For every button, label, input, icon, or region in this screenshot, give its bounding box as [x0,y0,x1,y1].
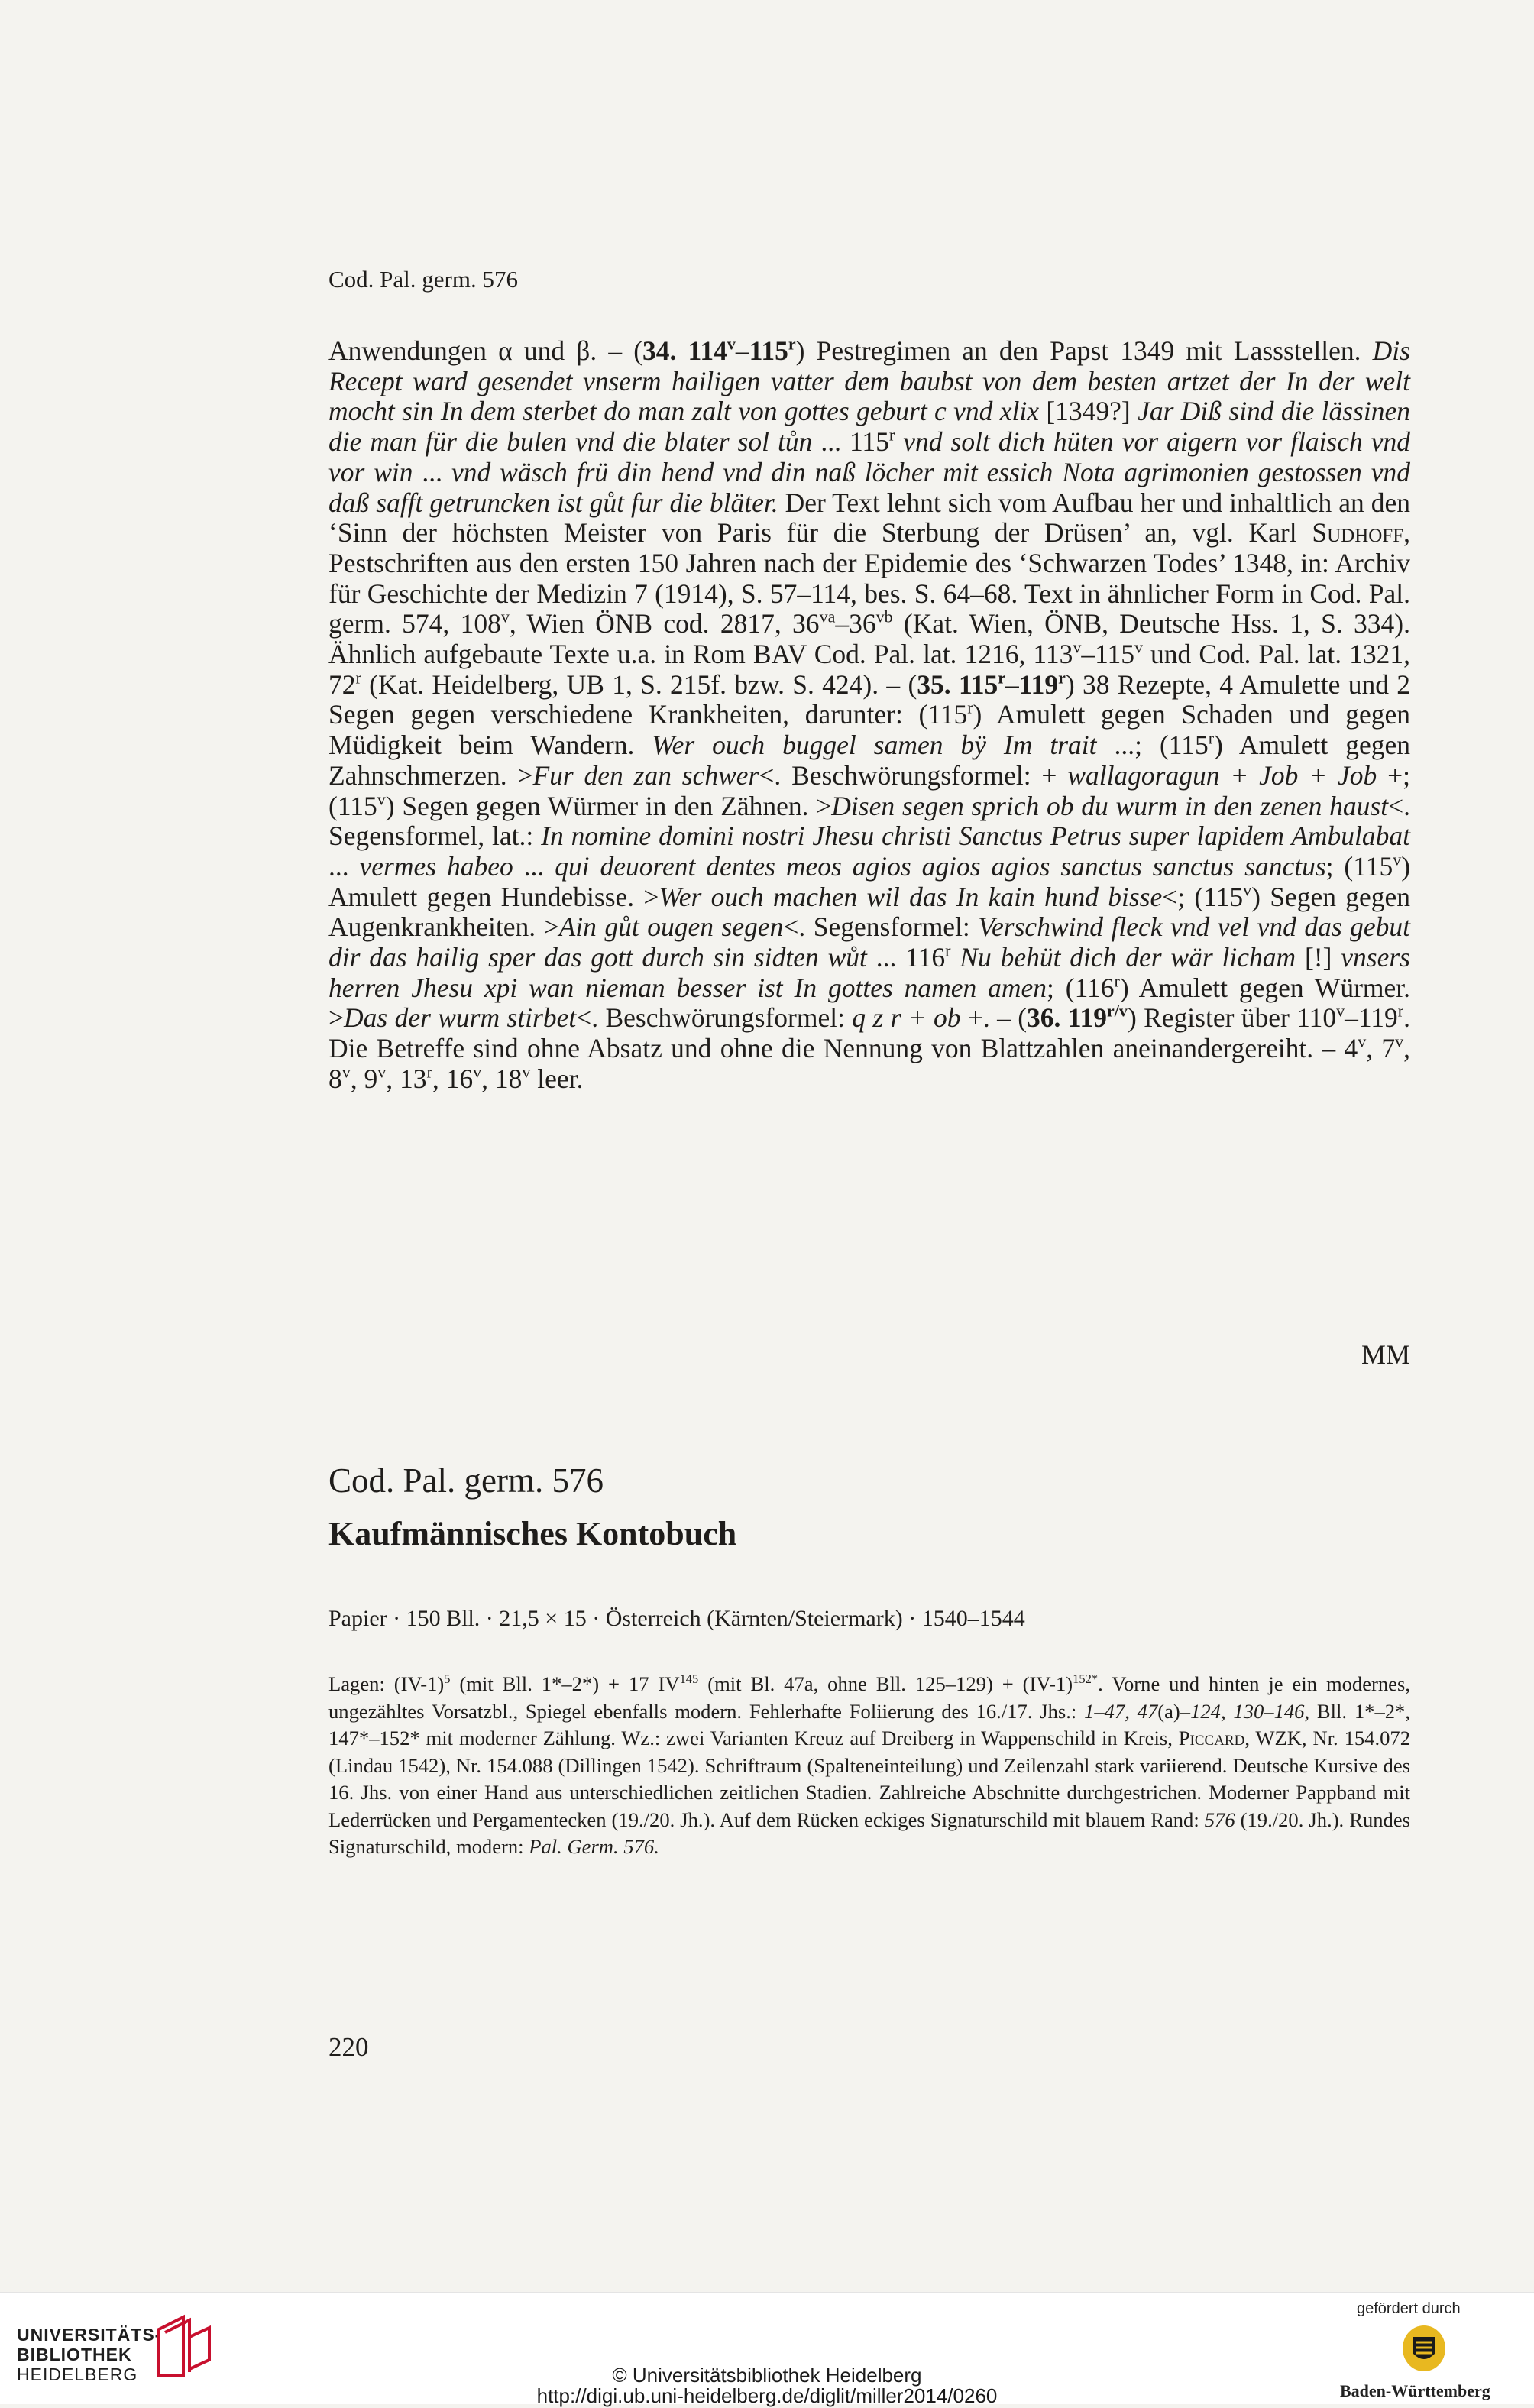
page-footer [0,2292,1534,2407]
entry-title: Kaufmännisches Kontobuch [328,1515,737,1552]
permalink-url[interactable]: http://digi.ub.uni-heidelberg.de/diglit/miller2014/0260 [536,2384,998,2407]
author-initials: MM [1361,1339,1411,1370]
library-name-line3: HEIDELBERG [17,2364,138,2384]
library-name-line2: BIBLIOTHEK [17,2345,132,2364]
entry-signature: Cod. Pal. germ. 576 [328,1461,604,1500]
funded-by-label: gefördert durch [1357,2300,1461,2317]
running-header: Cod. Pal. germ. 576 [328,266,518,293]
funder-name: Baden-Württemberg [1340,2381,1490,2400]
entry-meta: Papier · 150 Bll. · 21,5 × 15 · Österreich (Kärnten/Steiermark) · 1540–1544 [328,1606,1025,1631]
codicological-description: Lagen: $(IV-1)^5$ (mit Bll. 1*–2*) + 17 IV$^{145}$ (mit Bl. 47a, ohne Bll. $125-129) + (IV-1)^{152*}$. Vorne und hinten je ein modernes, ungezähltes Vorsatzbl., Spiegel ebenfalls modern. Fehlerhafte Foliierung des 16./17. Jhs.: 1–47, 47(a)–124, 130–146, Bll. 1*–2*, 147*–152* mit moderner Zählung. Wz.: zwei Varianten Kreuz auf Dreiberg in Wappenschild in Kreis, Piccard, WZK, Nr. 154.072 (Lindau 1542), Nr. 154.088 (Dillingen 1542). Schriftraum (Spalteneinteilung) und Zeilenzahl stark variierend. Deutsche Kursive des 16. Jhs. von einer Hand aus unterschiedlichen zeitlichen Stadien. Zahlreiche Abschnitte durchgestrichen. Moderner Pappband mit Lederrücken und Pergamentecken (19./20. Jh.). Auf dem Rücken eckiges Signaturschild mit blauem Rand: 576 (19./20. Jh.). Rundes Signaturschild, modern: Pal. Germ. 576. [328,1671,1410,1858]
page-number: 220 [328,2032,369,2062]
entry-continuation-text: Anwendungen α und β. – (34. 114$^v$–115$^r$) Pestregimen an den Papst 1349 mit Lassstellen. Dis Recept ward gesendet vnserm hailigen vatter dem baubst von dem besten artzet der In der welt mocht sin In dem sterbet do man zalt von gottes geburt c vnd xlix [1349?] Jar Diß sind die lässinen die man für die bulen vnd die blater sol tůn ... 115$^r$ vnd solt dich hüten vor aigern vor flaisch vnd vor win ... vnd wäsch frü din hend vnd din naß löcher mit essich Nota agrimonien gestossen vnd daß safft getruncken ist gůt fur die bläter. Der Text lehnt sich vom Aufbau her und inhaltlich an den ‘Sinn der höchsten Meister von Paris für die Sterbung der Drüsen’ an, vgl. Karl Sudhoff, Pestschriften aus den ersten 150 Jahren nach der Epidemie des ‘Schwarzen Todes’ 1348, in: Archiv für Geschichte der Medizin 7 (1914), S. 57–114, bes. S. 64–68. Text in ähnlicher Form in Cod. Pal. germ. 574, 108$^v$, Wien ÖNB cod. 2817, $36^{va}-36^{vb}$ (Kat. Wien, ÖNB, Deutsche Hss. 1, S. 334). Ähnlich aufgebaute Texte u.a. in Rom BAV Cod. Pal. lat. 1216, 113$^v$–115$^v$ und Cod. Pal. lat. 1321, 72$^r$ (Kat. Heidelberg, UB 1, S. 215f. bzw. S. 424). – (35. 115$^r$–119$^r$) 38 Rezepte, 4 Amulette und 2 Segen gegen verschiedene Krankheiten, darunter: (115$^r$) Amulett gegen Schaden und gegen Müdigkeit beim Wandern. Wer ouch buggel samen bÿ Im trait ...; (115$^r$) Amulett gegen Zahnschmerzen. >Fur den zan schwer<. Beschwörungsformel: + wallagoragun + Job + Job +; (115$^v$) Segen gegen Würmer in den Zähnen. >Disen segen sprich ob du wurm in den zenen haust<. Segensformel, lat.: In nomine domini nostri Jhesu christi Sanctus Petrus super lapidem Ambulabat ... vermes habeo ... qui deuorent dentes meos agios agios agios sanctus sanctus sanctus; (115$^v$) Amulett gegen Hundebisse. >Wer ouch machen wil das In kain hund bisse<; (115$^v$) Segen gegen Augenkrankheiten. >Ain gůt ougen segen<. Segensformel: Verschwind fleck vnd vel vnd das gebut dir das hailig sper das gott durch sin sidten wůt ... 116$^r$ Nu behüt dich der wär licham [!] vnsers herren Jhesu xpi wan nieman besser ist In gottes namen amen; (116$^r$) Amulett gegen Würmer. >Das der wurm stirbet<. Beschwörungsformel: q z r + ob +. – (36. $119^{r/v}$) Register über 110$^v$–119$^r$. Die Betreffe sind ohne Absatz und ohne die Nennung von Blattzahlen aneinandergereiht. – 4$^v$, 7$^v$, 8$^v$, 9$^v$, 13$^r$, 16$^v$, 18$^v$ leer. [328,334,1411,1094]
copyright-text: © Universitätsbibliothek Heidelberg [612,2364,922,2387]
coat-of-arms-icon [1400,2322,1448,2375]
library-name-line1: UNIVERSITÄTS- [17,2325,162,2345]
